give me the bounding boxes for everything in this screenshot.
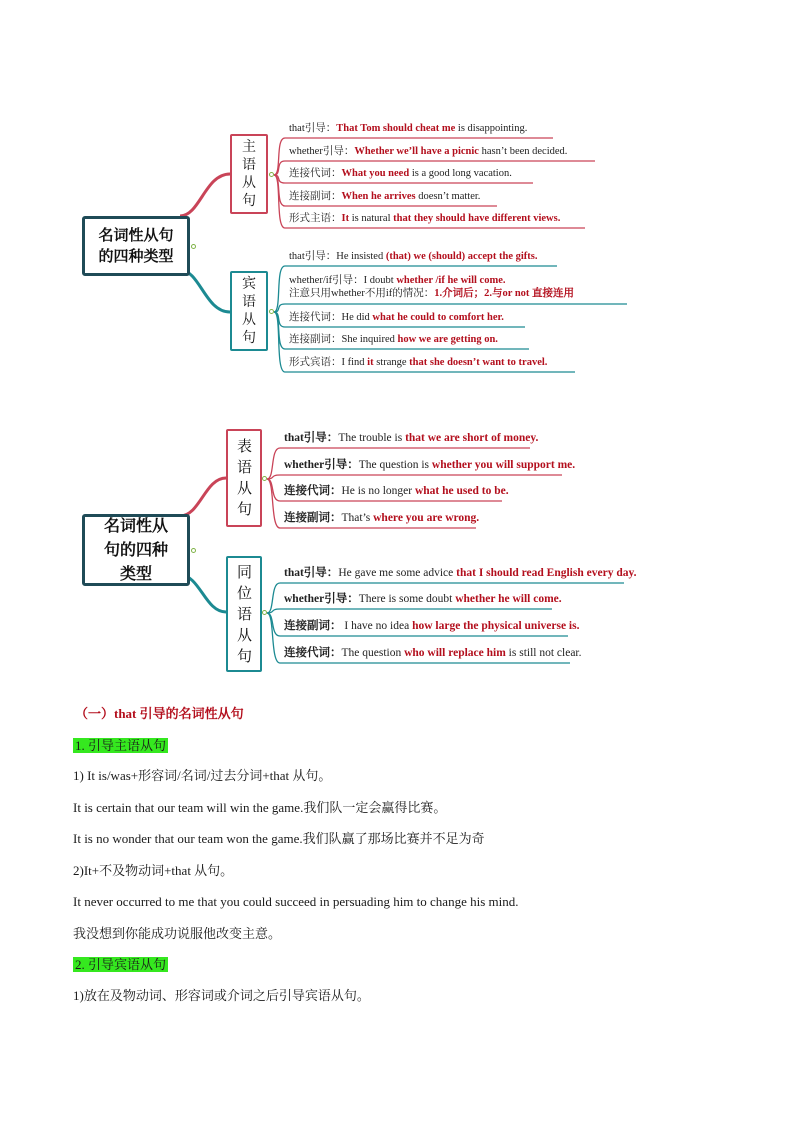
heading-subject-clause (73, 737, 168, 754)
example-3: It never occurred to me that you could succeed in persuading him to change his mind. (73, 894, 519, 909)
leaf-label: 连接副词： (284, 512, 342, 524)
map2-appositive-leaf-3 (284, 647, 582, 660)
highlighted-clause: (that) we (should) accept the gifts. (385, 251, 538, 262)
leaf-text: The question (341, 647, 405, 659)
map2-appositive-connector-1 (267, 609, 552, 613)
leaf-label: 连接副词： (289, 191, 342, 202)
leaf-label: 连接代词： (289, 312, 342, 323)
leaf-text: doesn’t matter. (415, 191, 481, 202)
map1-object-leaf-3 (289, 333, 498, 346)
highlighted-clause: it (367, 357, 374, 368)
map2-predicative-leaf-2 (284, 485, 509, 498)
map2-predicative-leaf-3 (284, 512, 479, 525)
map1-category-subject-clause: 主语从句 (230, 134, 268, 214)
leaf-text: is a good long vacation. (409, 168, 512, 179)
highlighted-clause: Whether we’ll have a picnic (354, 146, 479, 157)
leaf-text: is disappointing. (455, 123, 528, 134)
leaf-label: 连接代词： (284, 485, 342, 497)
highlighted-clause: whether he will come. (455, 593, 562, 605)
map2-predicative-connector-1 (267, 475, 562, 479)
highlighted-clause: That Tom should cheat me (336, 123, 456, 134)
example-1: It is certain that our team will win the game.我们队一定会赢得比赛。 (73, 800, 447, 815)
map1-subject-leaf-3 (289, 190, 480, 203)
leaf-label: that引导： (289, 251, 337, 262)
leaf-text: She inquired (341, 334, 398, 345)
leaf-label: that引导： (284, 432, 339, 444)
leaf-label: whether/if引导： (289, 275, 364, 286)
leaf-label: whether引导： (284, 593, 359, 605)
leaf-text: I find (341, 357, 368, 368)
leaf-label: whether引导： (289, 146, 355, 157)
highlighted-clause: that we are short of money. (405, 432, 539, 444)
leaf-text: He is no longer (341, 485, 415, 497)
leaf-text: There is some doubt (358, 593, 456, 605)
map1-object-leaf-2 (289, 311, 504, 324)
leaf-label: 形式宾语： (289, 357, 342, 368)
map1-root-collapse-dot[interactable] (191, 244, 196, 249)
map1-object-collapse-dot[interactable] (269, 309, 274, 314)
map1-subject-leaf-1 (289, 145, 567, 158)
leaf-text: I doubt (363, 275, 397, 286)
leaf-label: 连接副词： (289, 334, 342, 345)
leaf-note-text: 1.介词后；2.与or not 直接连用 (434, 288, 575, 299)
map1-object-leaf-0 (289, 250, 537, 263)
highlighted-clause: that she doesn’t want to travel. (409, 357, 548, 368)
highlight-object-heading: 2. 引导宾语从句 (75, 957, 167, 972)
map1-root-node: 名词性从句的四种类型 (82, 216, 190, 276)
map1-subject-leaf-4 (289, 212, 560, 225)
map2-predicative-collapse-dot[interactable] (262, 476, 267, 481)
leaf-text: strange (373, 357, 410, 368)
leaf-text: I have no idea (341, 620, 413, 632)
example-2: It is no wonder that our team won the game.我们队赢了那场比赛并不足为奇 (73, 831, 485, 846)
leaf-text: The question is (358, 459, 432, 471)
map1-object-leaf-1 (289, 274, 574, 300)
map2-root-node: 名词性从句的四种类型 (82, 514, 190, 586)
map2-appositive-collapse-dot[interactable] (262, 610, 267, 615)
leaf-note-label: 注意只用whether不用if的情况： (289, 288, 435, 299)
leaf-text: That’s (341, 512, 374, 524)
highlighted-clause: what he used to be. (414, 485, 509, 497)
leaf-label: that引导： (284, 567, 339, 579)
map2-predicative-leaf-1 (284, 459, 575, 472)
map2-category-predicative-clause: 表语从句 (226, 429, 262, 527)
highlighted-clause: how large the physical universe is. (412, 620, 580, 632)
highlighted-clause: that they should have different views. (393, 213, 561, 224)
highlighted-clause: It (341, 213, 350, 224)
rule-2: 2)It+不及物动词+that 从句。 (73, 863, 234, 878)
highlighted-clause: What you need (341, 168, 410, 179)
leaf-text: hasn’t been decided. (478, 146, 568, 157)
map2-appositive-leaf-2 (284, 620, 579, 633)
highlighted-clause: that I should read English every day. (456, 567, 637, 579)
map2-predicative-leaf-0 (284, 432, 538, 445)
leaf-label: 连接代词： (284, 647, 342, 659)
map1-object-leaf-4 (289, 356, 547, 369)
highlighted-clause: whether you will support me. (431, 459, 576, 471)
highlight-subject-heading: 1. 引导主语从句 (75, 738, 167, 753)
map1-subject-leaf-2 (289, 167, 512, 180)
leaf-text: He gave me some advice (338, 567, 457, 579)
leaf-label: 连接副词： (284, 620, 342, 632)
leaf-label: 连接代词： (289, 168, 342, 179)
rule-3: 1)放在及物动词、形容词或介词之后引导宾语从句。 (73, 988, 370, 1003)
leaf-text: He did (341, 312, 373, 323)
map2-category-appositive-clause: 同位语从句 (226, 556, 262, 672)
leaf-label: whether引导： (284, 459, 359, 471)
highlighted-clause: where you are wrong. (373, 512, 480, 524)
highlighted-clause: whether /if he will come. (396, 275, 506, 286)
map2-appositive-leaf-0 (284, 567, 636, 580)
highlighted-clause: what he could to comfort her. (372, 312, 504, 323)
rule-1: 1) It is/was+形容词/名词/过去分词+that 从句。 (73, 768, 332, 783)
leaf-label: 形式主语： (289, 213, 342, 224)
leaf-text: is natural (349, 213, 394, 224)
highlighted-clause: who will replace him (404, 647, 506, 659)
map1-category-object-clause: 宾语从句 (230, 271, 268, 351)
leaf-text: The trouble is (338, 432, 406, 444)
example-3-translation: 我没想到你能成功说服他改变主意。 (73, 926, 282, 941)
leaf-text: is still not clear. (505, 647, 582, 659)
leaf-text: He insisted (336, 251, 386, 262)
leaf-label: that引导： (289, 123, 337, 134)
map1-subject-leaf-0 (289, 122, 527, 135)
heading-object-clause (73, 956, 168, 973)
section-title: （一）that 引导的名词性从句 (75, 706, 244, 721)
map2-root-collapse-dot[interactable] (191, 548, 196, 553)
highlighted-clause: When he arrives (341, 191, 416, 202)
map1-subject-collapse-dot[interactable] (269, 172, 274, 177)
highlighted-clause: how we are getting on. (397, 334, 498, 345)
map2-appositive-leaf-1 (284, 593, 562, 606)
